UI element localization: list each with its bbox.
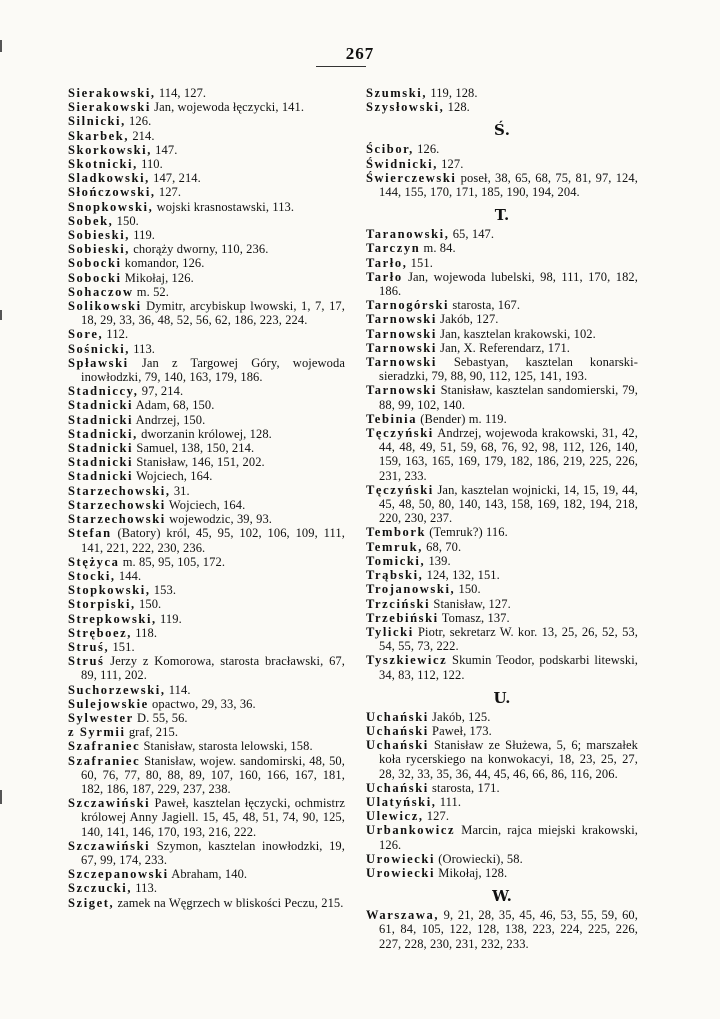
entry-detail: 127.	[155, 185, 182, 200]
index-entry	[366, 781, 638, 795]
entry-name: Stadnicki	[68, 441, 134, 456]
entry-name: z Syrmii	[68, 725, 126, 740]
entry-name: Tarnowski	[366, 326, 437, 341]
entry-name: Sylwester	[68, 710, 134, 725]
index-entry	[68, 242, 345, 256]
entry-name: Starzechowski	[68, 497, 166, 512]
entry-name: Struś,	[68, 639, 110, 654]
index-entry	[366, 908, 638, 951]
entry-name: Trzebiński	[366, 610, 439, 625]
entry-name: Ulewicz,	[366, 809, 424, 824]
index-entry	[366, 298, 638, 312]
entry-name: Tyszkiewicz	[366, 653, 448, 668]
entry-name: Taranowski,	[366, 227, 450, 242]
entry-name: Sierakowski	[68, 100, 151, 115]
entry-name: Stadniccy,	[68, 384, 139, 399]
entry-name: Tarnowski	[366, 312, 437, 327]
entry-detail: Dymitr, arcybiskup lwowski, 1, 7, 17, 18, 29, 33, 36, 48, 52, 56, 62, 186, 223, 224.	[81, 299, 345, 328]
entry-name: Uchański	[366, 709, 429, 724]
entry-name: Szafraniec	[68, 753, 141, 768]
entry-name: Sobek,	[68, 213, 114, 228]
entry-detail: Jan, X. Referendarz, 171.	[436, 340, 571, 355]
entry-detail: 118.	[132, 625, 158, 640]
margin-mark	[0, 790, 2, 804]
entry-name: Tembork	[366, 525, 427, 540]
page-number-rule	[316, 66, 366, 67]
index-entry	[68, 143, 345, 157]
entry-name: Ulatyński,	[366, 794, 437, 809]
index-entry	[68, 839, 345, 867]
entry-name: Warszawa,	[366, 908, 440, 923]
index-entry	[68, 214, 345, 228]
entry-name: Storpiski,	[68, 597, 136, 612]
entry-detail: chorąży dworny, 110, 236.	[130, 242, 269, 257]
index-entry	[68, 384, 345, 398]
index-entry	[366, 540, 638, 554]
entry-detail: 111.	[436, 794, 462, 809]
page-number: 267	[345, 44, 375, 63]
index-entry	[68, 200, 345, 214]
index-column-left	[68, 86, 345, 910]
index-entry	[366, 852, 638, 866]
entry-name: Snopkowski,	[68, 199, 154, 214]
entry-detail: 127.	[423, 809, 450, 824]
entry-detail: Samuel, 138, 150, 214.	[133, 441, 255, 456]
entry-name: Solikowski	[68, 299, 142, 314]
index-entry	[68, 285, 345, 299]
entry-name: Struś	[68, 654, 105, 669]
entry-name: Szczepanowski	[68, 867, 169, 882]
entry-detail: 147.	[151, 142, 178, 157]
entry-detail: (Batory) król, 45, 95, 102, 106, 109, 111, 141, 221, 222, 230, 236.	[81, 526, 345, 555]
index-entry	[366, 568, 638, 582]
index-entry	[68, 896, 345, 910]
entry-name: Stręboez,	[68, 625, 133, 640]
index-entry	[68, 725, 345, 739]
entry-name: Stadnicki,	[68, 426, 138, 441]
entry-detail: Stanisław, 146, 151, 202.	[133, 455, 265, 470]
index-entry	[366, 256, 638, 270]
entry-name: Skarbek,	[68, 128, 130, 143]
entry-detail: 113.	[132, 881, 158, 896]
index-entry	[366, 383, 638, 411]
entry-name: Suchorzewski,	[68, 682, 166, 697]
entry-detail: 151.	[407, 255, 433, 270]
index-entry	[68, 228, 345, 242]
entry-name: Stefan	[68, 526, 112, 541]
index-entry	[366, 312, 638, 326]
entry-detail: Andrzej, wojewoda krakowski, 31, 42, 44, 48, 49, 51, 59, 68, 76, 92, 98, 112, 126, 140, 159, 163, 165, 169, 179, 182, 186, 219, 225, 226, 231, 233.	[379, 426, 638, 483]
index-entry	[68, 697, 345, 711]
entry-detail: Paweł, 173.	[428, 723, 492, 738]
entry-name: Stocki,	[68, 568, 116, 583]
index-entry	[68, 569, 345, 583]
entry-name: Tomicki,	[366, 553, 426, 568]
entry-name: Urowiecki	[366, 865, 436, 880]
entry-detail: Wojciech, 164.	[165, 497, 246, 512]
index-entry	[68, 484, 345, 498]
entry-name: Sobieski,	[68, 242, 130, 257]
index-entry	[366, 597, 638, 611]
entry-name: Sladkowski,	[68, 171, 150, 186]
index-entry	[68, 299, 345, 327]
entry-detail: Paweł, kasztelan łęczycki, ochmistrz królowej Anny Jagiell. 15, 45, 48, 51, 74, 90, 125, 140, 141, 146, 170, 193, 216, 222.	[81, 796, 345, 839]
entry-detail: Jakób, 127.	[436, 312, 499, 327]
entry-detail: Mikołaj, 128.	[435, 865, 508, 880]
entry-detail: Sebastyan, kasztelan konarski-sieradzki, 79, 88, 90, 112, 125, 141, 193.	[379, 355, 638, 384]
index-entry	[68, 867, 345, 881]
entry-detail: 150.	[113, 213, 139, 228]
entry-name: Stadnicki	[68, 398, 134, 413]
entry-name: Spławski	[68, 355, 129, 370]
entry-detail: Jan, wojewoda lubelski, 98, 111, 170, 182, 186.	[379, 269, 638, 299]
entry-detail: Wojciech, 164.	[133, 469, 213, 484]
index-entry	[68, 427, 345, 441]
index-entry	[366, 582, 638, 596]
entry-name: Szafraniec	[68, 739, 141, 754]
entry-name: Świerczewski	[366, 170, 457, 185]
entry-name: Tęczyński	[366, 426, 434, 441]
index-entry	[366, 341, 638, 355]
entry-detail: Szymon, kasztelan inowłodzki, 19, 67, 99, 174, 233.	[81, 838, 345, 867]
entry-name: Sobocki	[68, 270, 122, 285]
entry-detail: (Bender) m. 119.	[417, 411, 507, 426]
index-entry	[68, 455, 345, 469]
index-entry	[68, 640, 345, 654]
section-letter-heading: T.	[494, 206, 510, 225]
entry-name: Sobieski,	[68, 228, 130, 243]
index-entry	[68, 739, 345, 753]
entry-detail: 9, 21, 28, 35, 45, 46, 53, 55, 59, 60, 61, 84, 105, 122, 128, 138, 223, 224, 225, 226, 227, 228, 230, 231, 232, 233.	[379, 908, 638, 951]
index-entry	[366, 795, 638, 809]
index-entry	[366, 241, 638, 255]
index-entry	[366, 525, 638, 539]
index-entry	[366, 171, 638, 199]
index-entry	[68, 271, 345, 285]
entry-detail: graf, 215.	[125, 725, 179, 740]
entry-detail: Jan, wojewoda łęczycki, 141.	[150, 100, 305, 115]
entry-detail: starosta, 167.	[449, 298, 521, 313]
entry-detail: D. 55, 56.	[133, 710, 188, 725]
index-entry	[68, 626, 345, 640]
index-entry	[68, 498, 345, 512]
entry-name: Tarczyn	[366, 241, 421, 256]
index-entry	[366, 866, 638, 880]
entry-detail: Stanisław, wojew. sandomirski, 48, 50, 60, 76, 77, 80, 88, 89, 107, 160, 166, 167, 181, 182, 186, 187, 229, 237, 238.	[81, 753, 345, 796]
entry-name: Skorkowski,	[68, 142, 152, 157]
index-entry	[366, 227, 638, 241]
entry-detail: dworzanin królowej, 128.	[137, 426, 272, 441]
entry-name: Stadnicki	[68, 469, 134, 484]
entry-name: Starzechowski,	[68, 483, 171, 498]
index-entry	[366, 738, 638, 781]
entry-detail: starosta, 171.	[428, 780, 500, 795]
index-entry	[366, 157, 638, 171]
entry-name: Tebinia	[366, 411, 418, 426]
entry-detail: Stanisław, kasztelan sandomierski, 79, 88, 99, 102, 140.	[379, 383, 638, 412]
entry-name: Uchański	[366, 723, 429, 738]
entry-name: Szumski,	[366, 86, 428, 100]
index-entry	[366, 142, 638, 156]
entry-detail: opactwo, 29, 33, 36.	[148, 696, 256, 711]
entry-name: Sośnicki,	[68, 341, 130, 356]
index-entry	[366, 100, 638, 114]
entry-detail: 151.	[109, 639, 135, 654]
entry-detail: 139.	[425, 553, 451, 568]
entry-detail: Piotr, sekretarz W. kor. 13, 25, 26, 52, 53, 54, 55, 73, 222.	[379, 624, 638, 654]
entry-name: Ścibor,	[366, 142, 414, 157]
entry-detail: Jan z Targowej Góry, wojewoda inowłodzki, 79, 140, 163, 179, 186.	[81, 355, 345, 385]
index-entry	[68, 469, 345, 483]
entry-name: Starzechowski	[68, 512, 166, 527]
index-entry	[68, 256, 345, 270]
entry-detail: poseł, 38, 65, 68, 75, 81, 97, 124, 144, 155, 170, 171, 185, 190, 194, 204.	[379, 170, 638, 200]
section-letter-heading: W.	[492, 887, 512, 906]
entry-name: Tęczyński	[366, 482, 434, 497]
entry-detail: 119.	[156, 611, 182, 626]
entry-detail: 128.	[444, 100, 470, 115]
entry-name: Słończowski,	[68, 185, 156, 200]
section-letter-heading: Ś.	[493, 121, 511, 140]
entry-name: Tarnowski	[366, 340, 437, 355]
entry-detail: 126.	[125, 114, 152, 129]
index-entry	[366, 809, 638, 823]
entry-detail: Andrzej, 150.	[133, 412, 206, 427]
index-entry	[366, 625, 638, 653]
entry-detail: Jerzy z Komorowa, starosta bracławski, 67, 89, 111, 202.	[81, 654, 345, 683]
entry-name: Silnicki,	[68, 114, 126, 129]
entry-detail: (Temruk?) 116.	[426, 525, 508, 540]
entry-name: Sobocki	[68, 256, 122, 271]
entry-name: Sierakowski,	[68, 86, 156, 100]
section-letter-heading: U.	[493, 688, 511, 707]
entry-detail: 114.	[165, 682, 191, 697]
index-entry	[68, 413, 345, 427]
entry-name: Sohaczow	[68, 284, 134, 299]
index-entry	[68, 129, 345, 143]
entry-detail: 144.	[115, 568, 142, 583]
index-entry	[366, 611, 638, 625]
index-entry	[366, 710, 638, 724]
entry-detail: Jakób, 125.	[428, 709, 491, 724]
index-entry	[68, 512, 345, 526]
entry-detail: Jan, kasztelan krakowski, 102.	[436, 326, 596, 341]
index-column-right	[366, 86, 638, 951]
index-entry	[366, 483, 638, 526]
entry-name: Stadnicki	[68, 455, 134, 470]
entry-detail: Adam, 68, 150.	[133, 398, 215, 413]
entry-detail: 124, 132, 151.	[423, 568, 500, 583]
entry-name: Szczawiński	[68, 838, 151, 853]
entry-name: Stadnicki	[68, 412, 134, 427]
entry-detail: 114, 127.	[155, 86, 207, 100]
index-entry	[366, 426, 638, 483]
index-entry	[366, 823, 638, 851]
index-entry	[68, 342, 345, 356]
entry-name: Sore,	[68, 327, 104, 342]
entry-name: Szczawiński	[68, 796, 151, 811]
index-entry	[68, 171, 345, 185]
entry-name: Tarło	[366, 269, 403, 284]
entry-detail: 147, 214.	[149, 171, 201, 186]
index-entry	[68, 398, 345, 412]
entry-detail: 126.	[413, 142, 440, 157]
margin-mark	[0, 310, 2, 320]
entry-detail: Stanisław, starosta lelowski, 158.	[140, 739, 313, 754]
entry-detail: wojewodzic, 39, 93.	[165, 512, 273, 527]
index-entry	[68, 612, 345, 626]
index-entry	[366, 355, 638, 383]
entry-detail: 97, 214.	[138, 384, 184, 399]
entry-name: Stopkowski,	[68, 583, 151, 598]
entry-detail: 153.	[150, 583, 177, 598]
entry-detail: Skumin Teodor, podskarbi litewski, 34, 83, 112, 122.	[379, 653, 638, 682]
index-entry	[366, 724, 638, 738]
entry-detail: Jan, kasztelan wojnicki, 14, 15, 19, 44, 45, 48, 50, 80, 140, 143, 158, 169, 182, 194, 218, 220, 230, 237.	[379, 482, 638, 526]
entry-name: Uchański	[366, 780, 429, 795]
entry-detail: 31.	[170, 483, 190, 498]
index-entry	[366, 270, 638, 298]
entry-name: Sulejowskie	[68, 696, 149, 711]
index-entry	[68, 654, 345, 682]
entry-name: Temruk,	[366, 539, 423, 554]
entry-name: Trąbski,	[366, 568, 424, 583]
entry-name: Strepkowski,	[68, 611, 157, 626]
entry-name: Urbankowicz	[366, 823, 456, 838]
entry-name: Szysłowski,	[366, 100, 445, 115]
entry-name: Tarnowski	[366, 355, 437, 370]
entry-name: Szczucki,	[68, 881, 133, 896]
entry-detail: 65, 147.	[449, 227, 495, 242]
entry-name: Sziget,	[68, 895, 115, 910]
entry-detail: m. 52.	[133, 284, 170, 299]
entry-name: Tarnowski	[366, 383, 437, 398]
index-entry	[68, 754, 345, 797]
entry-detail: Stanisław, 127.	[430, 596, 511, 611]
index-entry	[68, 796, 345, 839]
entry-detail: 214.	[129, 128, 155, 143]
index-entry	[68, 356, 345, 384]
entry-detail: 119, 128.	[427, 86, 478, 100]
index-entry	[68, 114, 345, 128]
index-entry	[68, 555, 345, 569]
index-entry	[366, 327, 638, 341]
entry-name: Stężyca	[68, 554, 120, 569]
entry-detail: Abraham, 140.	[168, 867, 248, 882]
index-entry	[68, 185, 345, 199]
index-entry	[366, 86, 638, 100]
index-entry	[366, 554, 638, 568]
entry-detail: 127.	[437, 156, 464, 171]
index-entry	[68, 441, 345, 455]
entry-name: Tylicki	[366, 624, 414, 639]
entry-detail: 150.	[455, 582, 481, 597]
entry-detail: m. 84.	[420, 241, 456, 256]
entry-detail: 113.	[130, 341, 156, 356]
entry-name: Trojanowski,	[366, 582, 456, 597]
entry-name: Urowiecki	[366, 851, 436, 866]
entry-detail: Stanisław ze Służewa, 5, 6; marszałek koła rycerskiego na konwokacyi, 18, 23, 25, 27, 28, 32, 33, 35, 36, 44, 45, 46, 66, 86, 116, 206.	[379, 738, 638, 781]
index-entry	[68, 100, 345, 114]
index-entry	[68, 327, 345, 341]
index-entry	[366, 412, 638, 426]
entry-detail: Tomasz, 137.	[438, 610, 510, 625]
index-entry	[68, 683, 345, 697]
index-entry	[68, 583, 345, 597]
index-entry	[68, 86, 345, 100]
entry-name: Tarło,	[366, 255, 408, 270]
index-entry	[68, 526, 345, 554]
entry-detail: komandor, 126.	[121, 256, 205, 271]
index-entry	[68, 881, 345, 895]
index-entry	[68, 597, 345, 611]
index-entry	[68, 711, 345, 725]
entry-detail: (Orowiecki), 58.	[435, 851, 523, 866]
entry-name: Trzciński	[366, 596, 431, 611]
entry-detail: 110.	[137, 157, 163, 172]
entry-detail: wojski krasnostawski, 113.	[153, 199, 295, 214]
entry-detail: 112.	[103, 327, 129, 342]
index-entry	[68, 157, 345, 171]
entry-detail: 68, 70.	[422, 539, 462, 554]
entry-detail: zamek na Węgrzech w bliskości Peczu, 215.	[114, 895, 344, 910]
entry-name: Świdnicki,	[366, 156, 438, 171]
index-entry	[366, 653, 638, 681]
entry-detail: 119.	[130, 228, 156, 243]
entry-detail: m. 85, 95, 105, 172.	[119, 554, 226, 569]
entry-detail: 150.	[135, 597, 162, 612]
entry-detail: Marcin, rajca miejski krakowski, 126.	[379, 823, 638, 852]
entry-detail: Mikołaj, 126.	[121, 270, 194, 285]
margin-mark	[0, 40, 2, 52]
entry-name: Tarnogórski	[366, 298, 450, 313]
entry-name: Skotnicki,	[68, 157, 138, 172]
entry-name: Uchański	[366, 738, 429, 753]
